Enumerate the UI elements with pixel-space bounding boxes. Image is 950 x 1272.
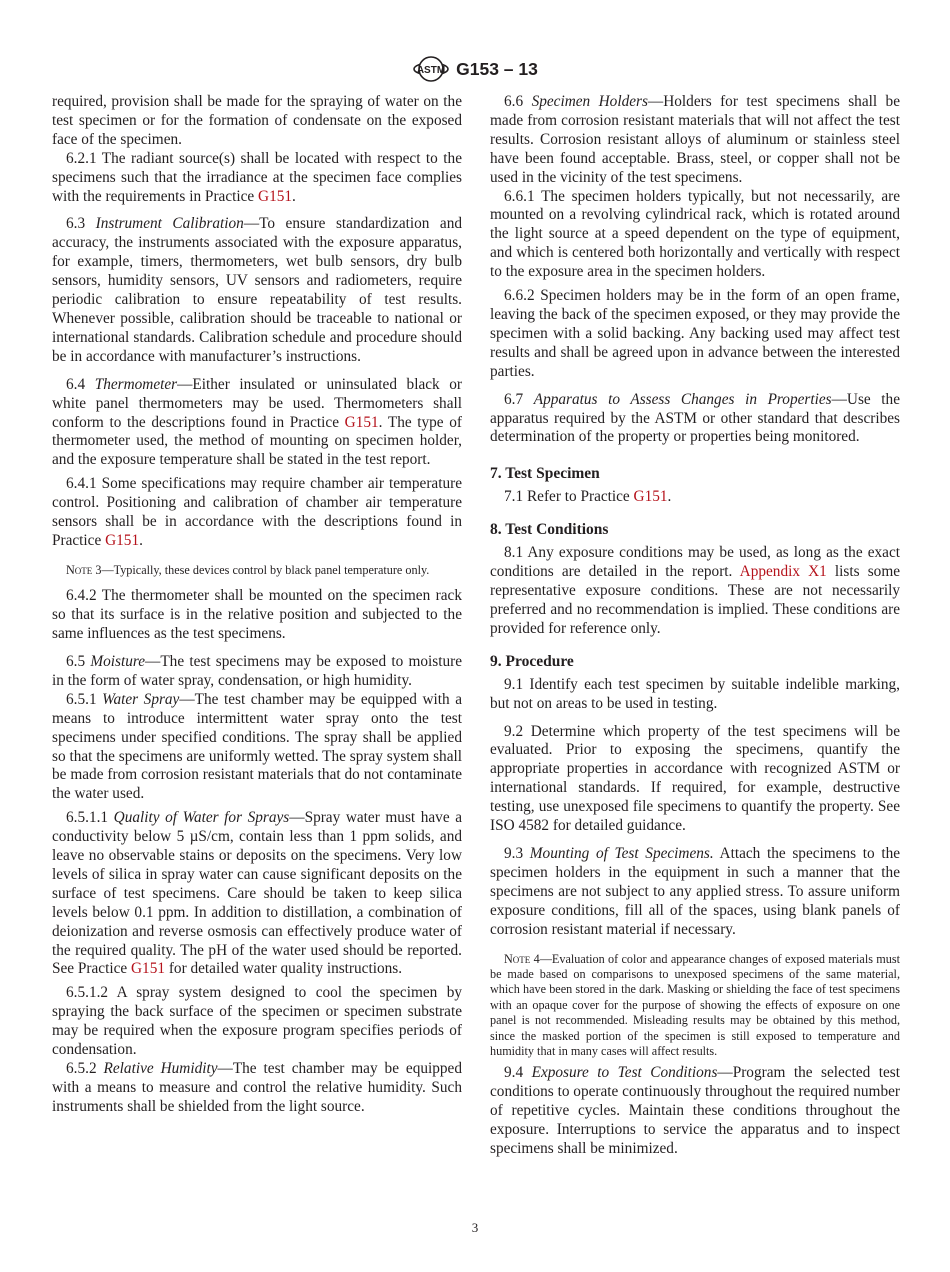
document-designation: G153 – 13	[456, 58, 538, 79]
paragraph-7-1: 7.1 Refer to Practice G151.	[504, 488, 672, 506]
paragraph-8-1: 8.1 Any exposure conditions may be used, as long as the exact conditions are detailed in the report. Appendix X1 lists some representative exposure conditions. These are not necessarily preferred and no recommendation is implied. These conditions are provided for reference only.	[490, 544, 901, 637]
paragraph-6-7: 6.7 Apparatus to Assess Changes in Properties—Use the apparatus required by the ASTM or other standard that describes determination of the property or properties being monitored.	[490, 390, 900, 446]
astm-logo-icon	[412, 54, 450, 84]
paragraph-6-5: 6.5 Moisture—The test specimens may be exposed to moisture in the form of water spray, condensation, or high humidity.	[52, 652, 463, 689]
link-g151[interactable]: G151	[131, 960, 165, 978]
link-g151[interactable]: G151	[633, 488, 668, 506]
paragraph-9-4: 9.4 Exposure to Test Conditions—Program the selected test conditions to operate continuously throughout the required number of repetitive cycles. Maintain these conditions throughout the exposure. Interruptions to service the apparatus and to inspect specimens shall be minimized.	[490, 1064, 901, 1157]
section-title: Quality of Water for Sprays	[113, 809, 290, 827]
paragraph-9-2: 9.2 Determine which property of the test specimens will be evaluated. Prior to exposing the specimens, quantify the appropriate properties in accordance with recognized ASTM or international standards. If required, for example, destructive testing, use unexposed file specimens to quantify the property. See ISO 4582 for detailed guidance.	[490, 722, 900, 835]
paragraph-6-2-continued: required, provision shall be made for the spraying of water on the test specimen or for the formation of condensate on the exposed face of the specimen.	[52, 93, 462, 148]
section-title: Water Spray	[102, 690, 180, 708]
paragraph-6-5-1: 6.5.1 Water Spray—The test chamber may be equipped with a means to introduce intermittent water spray onto the test specimens under specified conditions. The spray shall be applied so that the specimens are uniformly wetted. The spray system shall be made from corrosion resistant materials that do not contaminate the water used.	[52, 690, 462, 803]
paragraph-6-4-2: 6.4.2 The thermometer shall be mounted on the specimen rack so that its surface is in the relative position and subjected to the same influences as the test specimens.	[52, 587, 462, 643]
section-title: Mounting of Test Specimens.	[529, 845, 714, 862]
link-appendix-x1[interactable]: Appendix X1	[739, 563, 827, 581]
paragraph-6-3: 6.3 Instrument Calibration—To ensure standardization and accuracy, the instruments associated with the exposure apparatus, for example, timers, thermometers, wet bulb sensors, dry bulb sensors, humidity sensors, UV sensors and radiometers, require periodic calibration to ensure repeatability of test results. Whenever possible, calibration should be traceable to national or international standards. Calibration schedule and procedure should be in accordance with manufacturer’s instructions.	[52, 215, 462, 365]
paragraph-6-6-1: 6.6.1 The specimen holders typically, but not necessarily, are mounted on a revolving cylindrical rack, which is rotated around the light source at a speed dependent on the type of equipment, and which is centered both horizontally and vertically with respect to the exposure area in the specimen holders.	[490, 187, 900, 281]
left-column	[52, 93, 462, 1117]
link-g151[interactable]: G151	[105, 531, 140, 549]
paragraph-6-5-1-2: 6.5.1.2 A spray system designed to cool the specimen by spraying the back surface of the specimen or specimen substrate may be required when the exposure program specifies periods of condensation.	[52, 984, 462, 1059]
svg-text:ASTM: ASTM	[416, 65, 446, 76]
paragraph-6-4-1: 6.4.1 Some specifications may require chamber air temperature control. Positioning and calibration of chamber air temperature sensors shall be in accordance with the descriptions found in Practice G151.	[52, 475, 462, 549]
section-title: Instrument Calibration	[95, 215, 244, 233]
right-column	[490, 93, 900, 1159]
paragraph-6-5-2: 6.5.2 Relative Humidity—The test chamber may be equipped with a means to measure and control the relative humidity. Such instruments shall be shielded from the light source.	[52, 1060, 462, 1115]
page-number: 3	[471, 1220, 479, 1235]
note-4: Note 4—Evaluation of color and appearance changes of exposed materials must be made based on comparisons to unexposed specimens of the same material, which have been stored in the dark. Masking or shielding the face of test specimens with an opaque cover for the purpose of showing the effects of exposure on one panel is not recommended. Misleading results may be obtained by this method, since the masked portion of the specimen is still exposed to temperature and humidity that in many cases will affect results.	[490, 951, 900, 1058]
heading-test-conditions: 8. Test Conditions	[490, 521, 609, 539]
paragraph-6-5-1-1: 6.5.1.1 Quality of Water for Sprays—Spray water must have a conductivity below 5 µS/cm, contain less than 1 ppm solids, and leave no observable stains or deposits on the specimens. Very low levels of silica in spray water can cause significant deposits on the surface of test specimens. Care should be taken to keep silica levels below 0.1 ppm. In addition to distillation, a combination of deionization and reverse osmosis can effectively produce water of the required quality. The pH of the water used should be reported. See Practice G151 for detailed water quality instructions.	[52, 809, 462, 978]
page-header	[0, 52, 950, 86]
paragraph-6-4: 6.4 Thermometer—Either insulated or uninsulated black or white panel thermometers may be used. Thermometers shall conform to the descriptions found in Practice G151. The type of thermometer used, the method of mounting on specimen holder, and the exposure temperature shall be stated in the test report.	[52, 375, 462, 469]
paragraph-6-6: 6.6 Specimen Holders—Holders for test specimens shall be made from corrosion resistant materials that will not affect the test results. Corrosion resistant alloys of aluminum or stainless steel have been found acceptable. Brass, steel, or copper shall not be used in the vicinity of the test specimens.	[490, 93, 900, 186]
section-title: Specimen Holders	[531, 93, 648, 110]
paragraph-6-6-2: 6.6.2 Specimen holders may be in the form of an open frame, leaving the back of the specimen exposed, or they may provide the specimen with a solid backing. Any backing used may affect test results and shall be agreed upon in advance between the interested parties.	[490, 287, 900, 380]
section-title: Relative Humidity	[103, 1060, 218, 1077]
paragraph-6-2-1: 6.2.1 The radiant source(s) shall be located with respect to the specimens such that the irradiance at the specimen face complies with the requirements in Practice G151.	[52, 149, 462, 205]
note-3: Note 3—Typically, these devices control by black panel temperature only.	[66, 562, 430, 577]
section-title: Exposure to Test Conditions	[531, 1064, 718, 1082]
section-title: Moisture	[90, 652, 146, 670]
link-g151[interactable]: G151	[344, 413, 379, 431]
heading-test-specimen: 7. Test Specimen	[490, 465, 600, 483]
section-title: Apparatus to Assess Changes in Properties	[533, 390, 832, 408]
link-g151[interactable]: G151	[258, 187, 293, 205]
paragraph-9-3: 9.3 Mounting of Test Specimens. Attach the specimens to the specimen holders in the equipment in such a manner that the specimens are not subject to any applied stress. To assure uniform exposure conditions, fill all of the spaces, using blank panels of corrosion resistant material if necessary.	[490, 845, 901, 938]
section-title: Thermometer	[94, 375, 178, 393]
paragraph-9-1: 9.1 Identify each test specimen by suitable indelible marking, but not on areas to be used in testing.	[490, 675, 900, 712]
heading-procedure: 9. Procedure	[490, 652, 574, 670]
